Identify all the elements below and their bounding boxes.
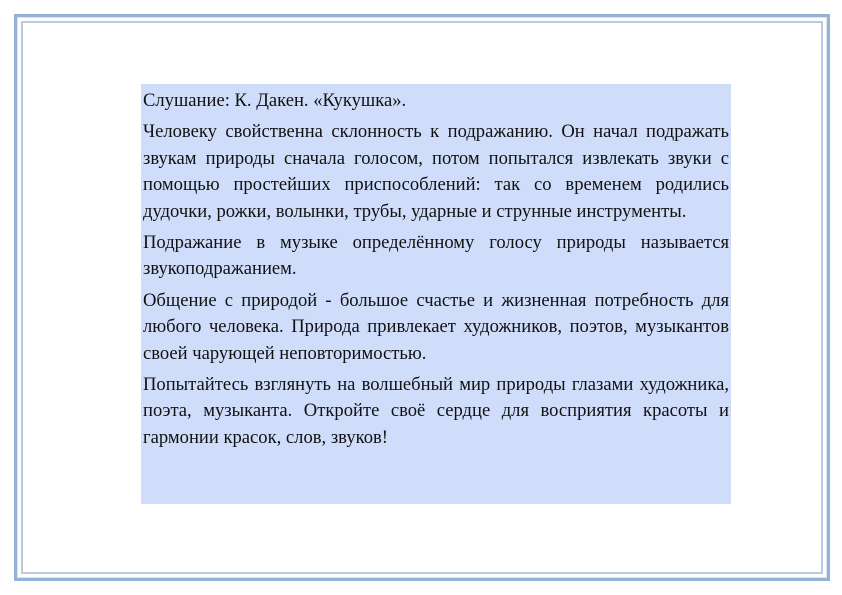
paragraph-nature: Общение с природой - большое счастье и жизненная потребность для любого человека. Природа привлекает художников, поэтов, музыкантов своей чарующей неповторимостью. (143, 289, 729, 364)
paragraph-invitation: Попытайтесь взглянуть на волшебный мир природы глазами художника, поэта, музыканта. Откройте своё сердце для восприятия красоты и гармонии красок, слов, звуков! (143, 374, 729, 448)
text-box[interactable] (141, 84, 731, 504)
slide-title: Слушание: К. Дакен. «Кукушка». (143, 90, 407, 111)
paragraph-onomatopoeia: Подражание в музыке определённому голосу природы называется звукоподражанием. (143, 232, 729, 280)
paragraph-imitation: Человеку свойственна склонность к подражанию. Он начал подражать звукам природы сначала голосом, потом попытался извлекать звуки с помощью простейших приспособлений: так со временем родились дудочки, рожки, волынки, трубы, ударные и струнные инструменты. (143, 121, 729, 222)
